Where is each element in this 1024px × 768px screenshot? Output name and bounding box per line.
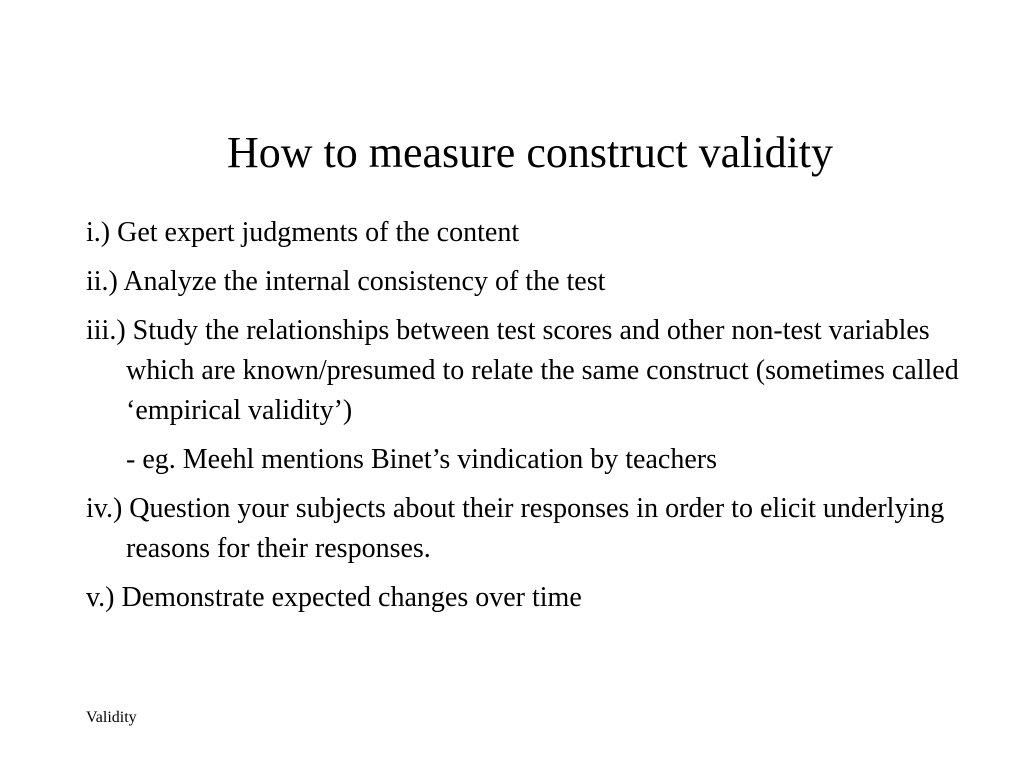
slide-title: How to measure construct validity <box>226 128 834 177</box>
list-item-4: iv.) Question your subjects about their responses in order to elicit underlying reasons for their responses. <box>86 493 945 564</box>
list-sub-item-example: - eg. Meehl mentions Binet’s vindication by teachers <box>126 444 717 475</box>
slide-body <box>86 213 966 627</box>
slide-footer: Validity <box>86 709 137 726</box>
list-item-1: i.) Get expert judgments of the content <box>86 217 520 248</box>
list-item-2: ii.) Analyze the internal consistency of the test <box>86 266 606 297</box>
list-item-3: iii.) Study the relationships between test scores and other non-test variables which are known/presumed to relate the same construct (sometimes called ‘empirical validity’) <box>86 315 959 426</box>
list-item-5: v.) Demonstrate expected changes over time <box>86 582 582 613</box>
